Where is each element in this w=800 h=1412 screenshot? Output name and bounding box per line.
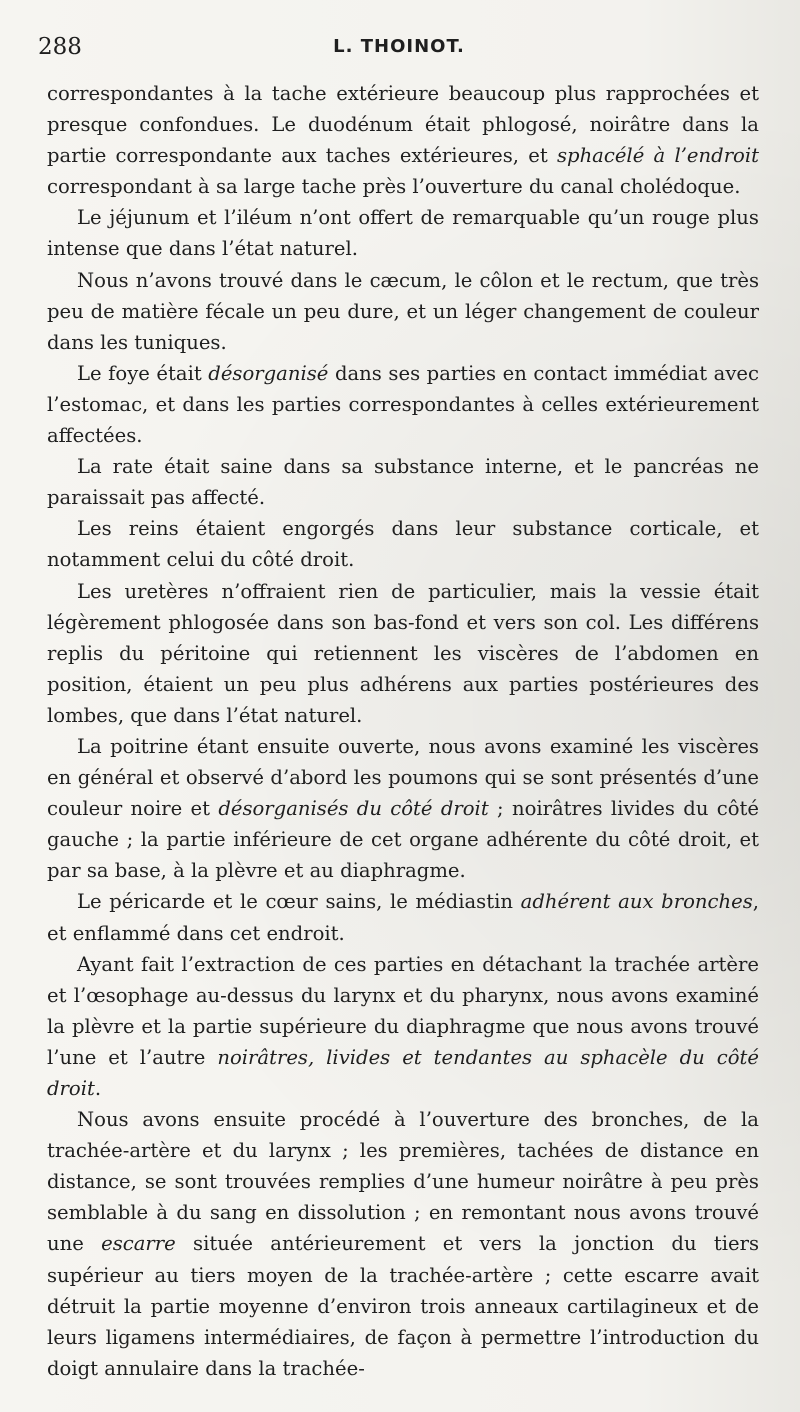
text-segment: Le péricarde et le cœur sains, le médiastin [77,890,521,914]
paragraph [47,78,759,202]
text-segment: La rate était saine dans sa substance interne, et le pancréas ne paraissait pas affecté. [47,455,759,510]
italic-text: noirâtres, livides et tendantes au sphacèle du côté droit [47,1045,759,1100]
running-head: L. THOINOT. [333,36,465,57]
text-segment: , et enflammé dans cet endroit. [47,890,759,945]
italic-text: désorganisés du côté droit [218,797,489,821]
text-segment: La poitrine étant ensuite ouverte, nous avons examiné les viscères en général et observé d’abord les poumons qui se sont présentés d’une couleur noire et [47,734,759,821]
text-segment: Les uretères n’offraient rien de particulier, mais la vessie était légèrement phlogosée dans son bas-fond et vers son col. Les différens replis du péritoine qui retiennent les viscères de l’abdomen en position, étaient un peu plus adhérens aux parties postérieures des lombes, que dans l’état naturel. [47,579,759,727]
text-segment: . [94,1077,102,1100]
paragraph [47,451,759,513]
paragraph [47,1104,759,1384]
italic-text: adhérent aux bronches [520,890,753,914]
paragraph [47,886,759,948]
paragraph [47,202,759,264]
text-segment: Le foye était [77,361,209,385]
text-segment: dans ses parties en contact immédiat avec l’estomac, et dans les parties correspondantes à celles extérieurement affectées. [47,361,759,448]
text-segment: ; noirâtres livides du côté gauche ; la partie inférieure de cet organe adhérente du côté droit, et par sa base, à la plèvre et au diaphragme. [47,797,759,883]
paragraph [47,949,759,1104]
text-segment: située antérieurement et vers la jonction du tiers supérieur au tiers moyen de la trachée-artère ; cette escarre avait détruit la partie moyenne d’environ trois anneaux cartilagineux et de leurs ligamens intermédiaires, de façon à permettre l’introduction du doigt annulaire dans la trachée- [47,1232,759,1380]
body-text [47,78,759,1384]
paragraph [47,513,759,575]
page-number: 288 [38,34,82,60]
paragraph [47,265,759,358]
italic-text: sphacélé à l’endroit [556,144,759,168]
text-segment: correspondant à sa large tache près l’ouverture du canal cholédoque. [47,175,741,199]
paragraph [47,358,759,451]
text-segment: Les reins étaient engorgés dans leur substance corticale, et notamment celui du côté droit. [47,517,759,572]
text-segment: correspondantes à la tache extérieure beaucoup plus rapprochées et presque confondues. Le duodénum était phlogosé, noirâtre dans la partie correspondante aux taches extérieures, et [47,82,759,168]
text-segment: Ayant fait l’extraction de ces parties en détachant la trachée artère et l’œsophage au-dessus du larynx et du pharynx, nous avons examiné la plèvre et la partie supérieure du diaphragme que nous avons trouvé l’une et l’autre [47,952,759,1069]
italic-text: désorganisé [208,361,329,385]
text-segment: Le jéjunum et l’iléum n’ont offert de remarquable qu’un rouge plus intense que dans l’état naturel. [47,206,759,261]
text-segment: Nous n’avons trouvé dans le cæcum, le côlon et le rectum, que très peu de matière fécale un peu dure, et un léger changement de couleur dans les tuniques. [47,268,759,354]
paragraph [47,576,759,731]
paragraph [47,731,759,886]
italic-text: escarre [101,1232,176,1256]
text-segment: Nous avons ensuite procédé à l’ouverture des bronches, de la trachée-artère et du larynx ; les premières, tachées de distance en distance, se sont trouvées remplies d’une humeur noirâtre à peu près semblable à du sang en dissolution ; en remontant nous avons trouvé une [47,1108,759,1256]
page-header [38,34,760,68]
